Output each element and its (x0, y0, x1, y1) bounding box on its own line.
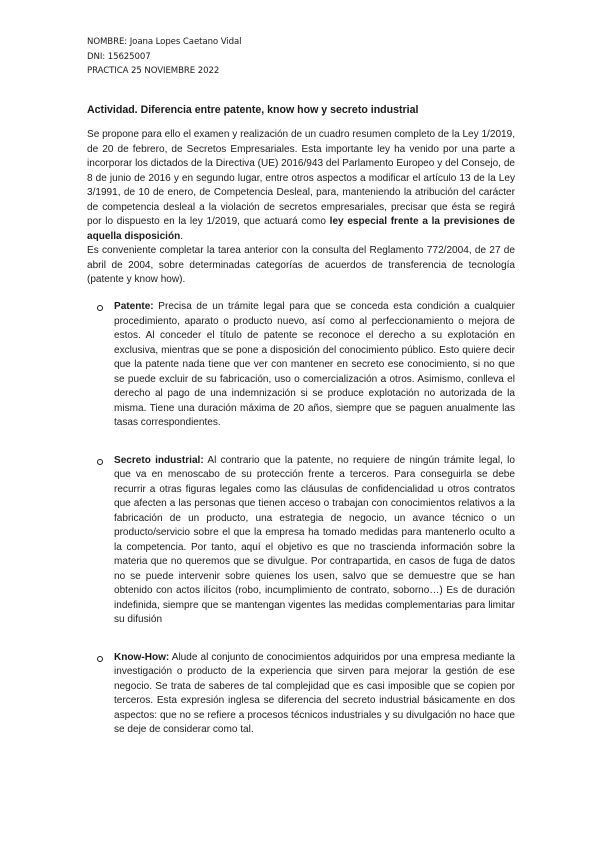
intro-paragraph-1-bold: ley especial frente a la previsiones de aquella disposición (87, 216, 515, 242)
definition-patente: Precisa de un trámite legal para que se conceda esta condición a cualquier procedimiento, aparato o producto nuevo, así como al perfeccionamiento o mejora de estos. Al conceder el título de patente se reconoce el derecho a su explotación en exclusiva, mientras que se pone a disposición del conocimiento público. Esto quiere decir que la patente nada tiene que ver con mantener en secreto ese conocimiento, si no que se puede excluir de su fabricación, uso o comercialización a otros. Asimismo, conlleva el derecho al pago de una indemnización si se produce explotación no autorizada de la misma. Tiene una duración máxima de 20 años, siempre que se paguen anualmente las tasas correspondientes. (114, 301, 515, 428)
term-know-how: Know-How: (114, 651, 170, 663)
bullet-circle-icon (97, 459, 103, 465)
definitions-list (87, 300, 515, 761)
student-dni: DNI: 15625007 (87, 51, 151, 62)
intro-paragraph-1-text: Se propone para ello el examen y realización de un cuadro resumen completo de la Ley 1/2019, de 20 de febrero, de Secretos Empresariales. Esta importante ley ha venido por una parte a incorporar los dictados de la Directiva (UE) 2016/943 del Parlamento Europeo y del Consejo, de 8 de junio de 2016 y en segundo lugar, entre otros aspectos a modificar el artículo 13 de la Ley 3/1991, de 10 de enero, de Competencia Desleal, para, manteniendo la atribución del carácter de competencia desleal a la violación de secretos empresariales, precisar que ésta se regirá por lo dispuesto en la ley 1/2019, que actuará como (87, 129, 515, 227)
term-patente: Patente: (114, 301, 154, 312)
bullet-circle-icon (97, 305, 103, 311)
list-item-patente (87, 300, 515, 431)
activity-title: Actividad. Diferencia entre patente, know how y secreto industrial (87, 104, 419, 116)
student-name: NOMBRE: Joana Lopes Caetano Vidal (87, 37, 242, 47)
definition-know-how: Alude al conjunto de conocimientos adquiridos por una empresa mediante la investigación o producto de la experiencia que sirven para mejorar la gestión de ese negocio. Se trata de saberes de tal complejidad que es casi imposible que se copien por terceros. Esta expresión inglesa se diferencia del secreto industrial básicamente en dos aspectos: que no se refiere a procesos técnicos industriales y su divulgación no hace que se deje de considerar como tal. (114, 651, 515, 735)
intro-paragraph-2: Es conveniente completar la tarea anterior con la consulta del Reglamento 772/2004, de 27 de abril de 2004, sobre determinadas categorías de acuerdos de transferencia de tecnología (patente y know how). (87, 245, 515, 285)
list-item-know-how (87, 651, 515, 738)
intro-section (87, 128, 515, 288)
intro-paragraph-1 (87, 128, 515, 244)
term-secreto-industrial: Secreto industrial: (114, 454, 204, 466)
definition-secreto-industrial: Al contrario que la patente, no requiere de ningún trámite legal, lo que va en menoscabo de su protección frente a terceros. Para conseguirla se debe recurrir a otras figuras legales como las cláusulas de confidencialidad u otros contratos que afecten a las personas que tienen acceso o trabajan con conocimientos relativos a la fabricación de un producto, una estrategia de negocio, un avance técnico o un producto/servicio sobre el que la empresa ha tomado medidas para mantenerlo oculto a la competencia. Por tanto, aquí el objetivo es que no trascienda información sobre la materia que no queremos que se divulgue. Por contrapartida, en casos de fuga de datos no se puede intervenir sobre quienes los usen, salvo que se demuestre que se han obtenido con actos ilícitos (robo, incumplimiento de contrato, soborno…) Es de duración indefinida, siempre que se mantengan vigentes las medidas complementarias para limitar su difusión (114, 454, 515, 625)
list-item-secreto-industrial (87, 454, 515, 628)
practice-date: PRACTICA 25 NOVIEMBRE 2022 (87, 66, 220, 77)
intro-paragraph-1-end: . (180, 230, 184, 242)
bullet-circle-icon (97, 656, 103, 662)
student-header (87, 35, 241, 79)
